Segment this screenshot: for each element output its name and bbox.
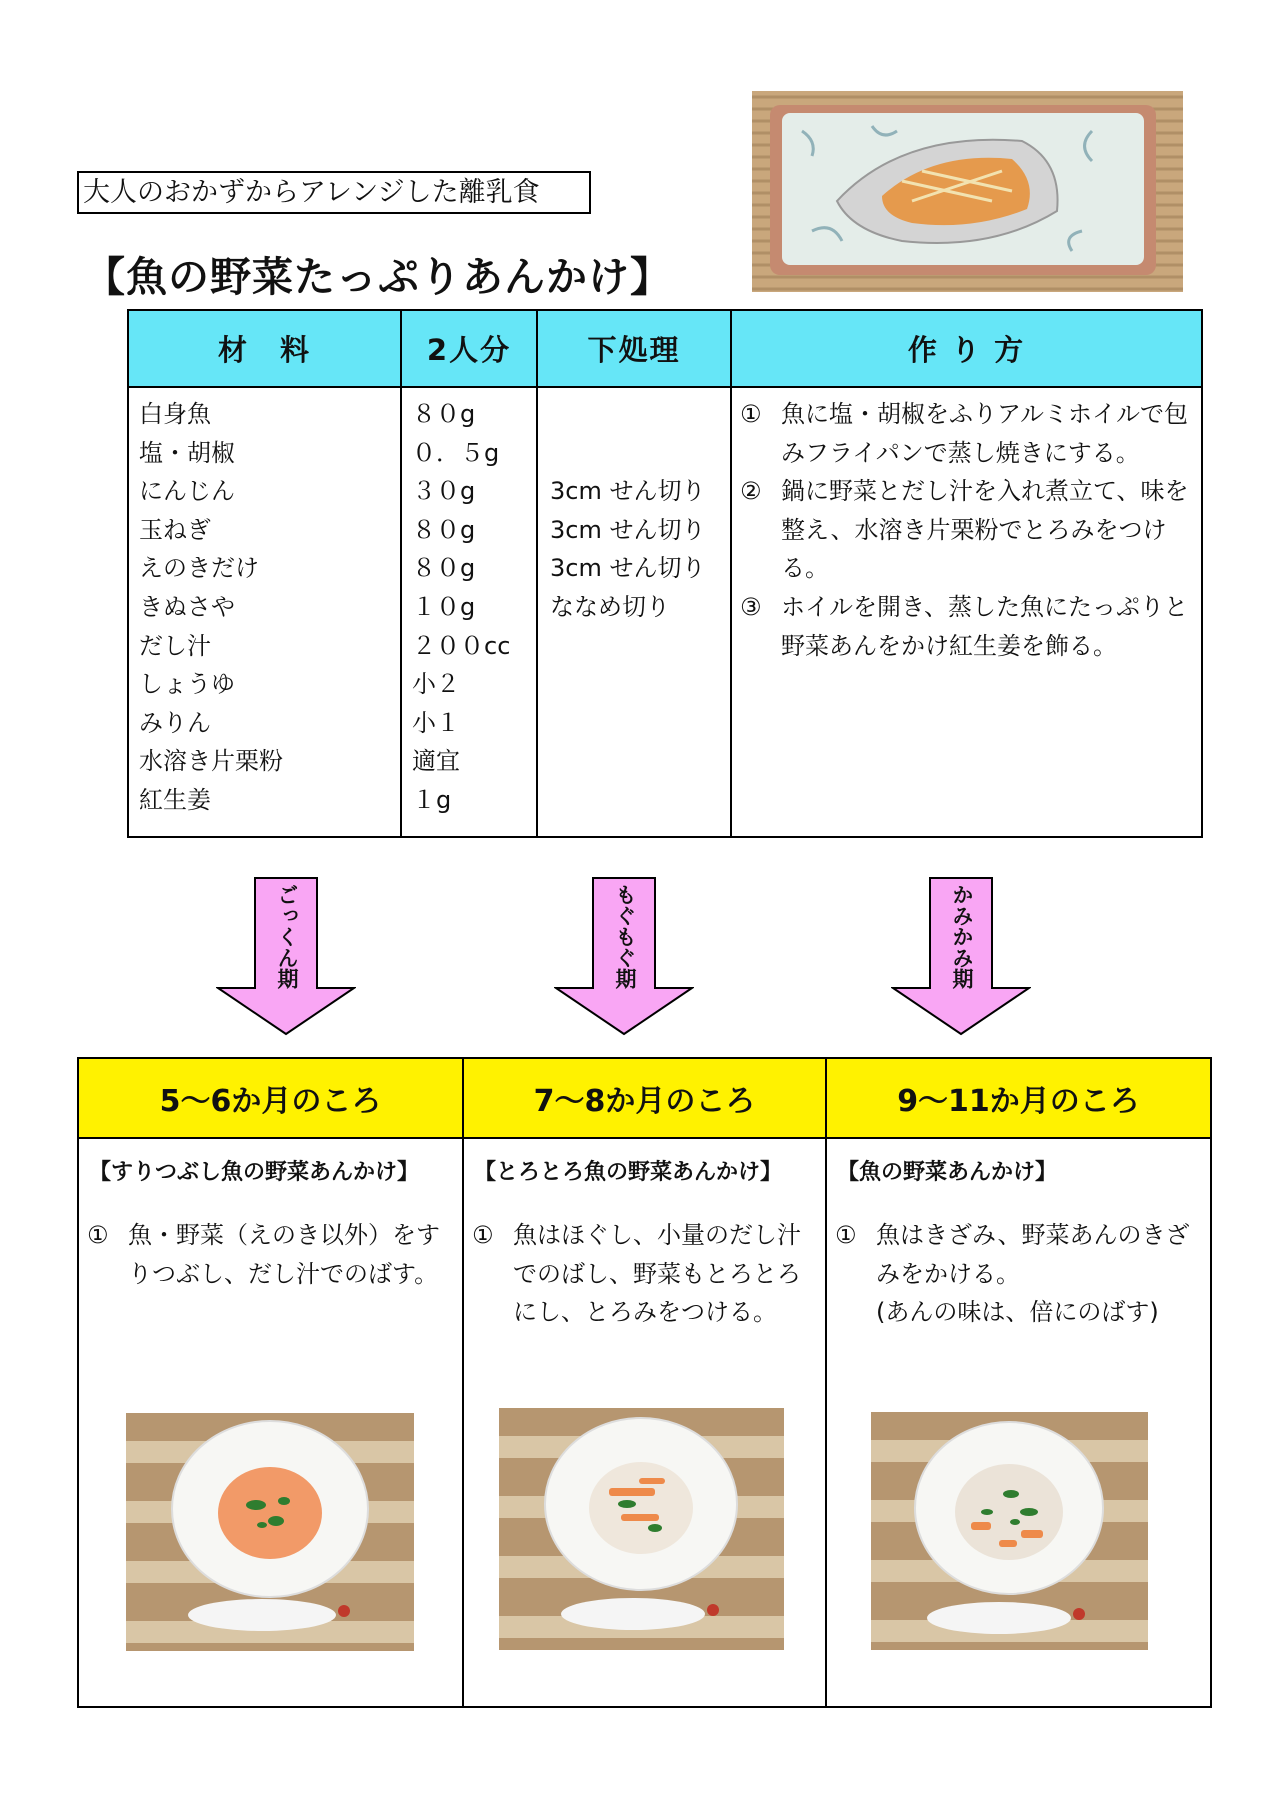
arrow-label: かみかみ期 <box>950 884 974 989</box>
prep-item: ななめ切り <box>550 592 670 621</box>
amount: ２００cc <box>412 631 511 660</box>
step-number: ① <box>87 1221 109 1249</box>
amount: １０g <box>412 592 476 621</box>
baby-food-photo <box>871 1412 1148 1650</box>
ingredient: きぬさや <box>139 592 235 621</box>
stage-dish-name: 【魚の野菜あんかけ】 <box>837 1160 1058 1185</box>
prep-item <box>550 395 705 434</box>
ingredients-column <box>129 388 402 836</box>
step-text: 魚はほぐし、小量のだし汁でのばし、野菜もとろとろにし、とろみをつける。 <box>513 1221 801 1327</box>
amount: 小１ <box>412 708 460 737</box>
stage-dish-name: 【すりつぶし魚の野菜あんかけ】 <box>89 1160 420 1185</box>
ingredient: にんじん <box>139 477 235 506</box>
amount: ８０g <box>412 554 476 583</box>
step-number: ③ <box>740 592 762 621</box>
ingredient: だし汁 <box>139 631 211 660</box>
ingredient: えのきだけ <box>139 554 259 583</box>
stage-column-2 <box>464 1059 827 1706</box>
down-arrow-stage-1 <box>216 876 356 1036</box>
stage-note: (あんの味は、倍にのばす) <box>876 1298 1159 1327</box>
stage-age: 7～8か月のころ <box>464 1059 825 1139</box>
step-number: ① <box>472 1221 494 1249</box>
stage-step <box>87 1216 458 1293</box>
baby-food-photo <box>499 1408 784 1650</box>
method-column <box>732 388 1201 836</box>
prep-item: 3cm せん切り <box>550 515 706 544</box>
down-arrow-stage-2 <box>554 876 694 1036</box>
ingredient: 紅生姜 <box>139 785 211 814</box>
stage-dish-name: 【とろとろ魚の野菜あんかけ】 <box>474 1160 783 1185</box>
amount: 小２ <box>412 670 460 699</box>
amount: ０．５g <box>412 438 500 467</box>
method-step <box>740 588 1195 665</box>
amount: ３０g <box>412 477 476 506</box>
subtitle: 大人のおかずからアレンジした離乳食 <box>83 177 540 208</box>
header-ingredients: 材 料 <box>129 311 402 388</box>
step-number: ① <box>740 400 762 428</box>
ingredient: みりん <box>139 708 211 737</box>
amount: ８０g <box>412 400 476 428</box>
stage-step <box>472 1216 821 1332</box>
method-step <box>740 472 1195 588</box>
amount: １g <box>412 785 452 814</box>
main-dish-photo <box>752 91 1183 292</box>
ingredient: 玉ねぎ <box>139 515 211 544</box>
prep-item <box>550 434 705 473</box>
ingredient: しょうゆ <box>139 670 235 699</box>
stage-column-3 <box>827 1059 1210 1706</box>
header-prep: 下処理 <box>538 311 732 388</box>
stage-age: 9～11か月のころ <box>827 1059 1210 1139</box>
arrow-label: ごっくん期 <box>275 884 299 989</box>
header-amount: 2人分 <box>402 311 538 388</box>
stage-column-1 <box>79 1059 464 1706</box>
stage-age: 5～6か月のころ <box>79 1059 462 1139</box>
arrow-label: もぐもぐ期 <box>613 884 637 989</box>
page-title: 【魚の野菜たっぷりあんかけ】 <box>84 253 672 301</box>
baby-food-photo <box>126 1413 414 1651</box>
step-text: 魚・野菜（えのき以外）をすりつぶし、だし汁でのばす。 <box>128 1221 440 1288</box>
down-arrow-stage-3 <box>891 876 1031 1036</box>
prep-item: 3cm せん切り <box>550 554 706 583</box>
ingredient: 水溶き片栗粉 <box>139 747 283 776</box>
step-number: ② <box>740 477 762 506</box>
stage-step <box>835 1216 1206 1293</box>
step-text: ホイルを開き、蒸した魚にたっぷりと野菜あんをかけ紅生姜を飾る。 <box>781 592 1189 660</box>
step-text: 魚はきざみ、野菜あんのきざみをかける。 <box>876 1221 1190 1288</box>
subtitle-box <box>77 171 591 214</box>
ingredient: 白身魚 <box>139 400 211 428</box>
amount: ８０g <box>412 515 476 544</box>
amount: 適宜 <box>412 747 460 776</box>
step-text: 鍋に野菜とだし汁を入れ煮立て、味を整え、水溶き片栗粉でとろみをつける。 <box>781 477 1189 583</box>
ingredient: 塩・胡椒 <box>139 438 235 467</box>
method-step <box>740 395 1195 472</box>
amount-column <box>402 388 538 836</box>
recipe-table <box>127 309 1203 838</box>
prep-column <box>538 388 732 836</box>
stages-table <box>77 1057 1212 1708</box>
header-method: 作 り 方 <box>732 311 1201 388</box>
step-number: ① <box>835 1221 857 1249</box>
prep-item: 3cm せん切り <box>550 477 706 506</box>
step-text: 魚に塩・胡椒をふりアルミホイルで包みフライパンで蒸し焼きにする。 <box>781 400 1189 467</box>
